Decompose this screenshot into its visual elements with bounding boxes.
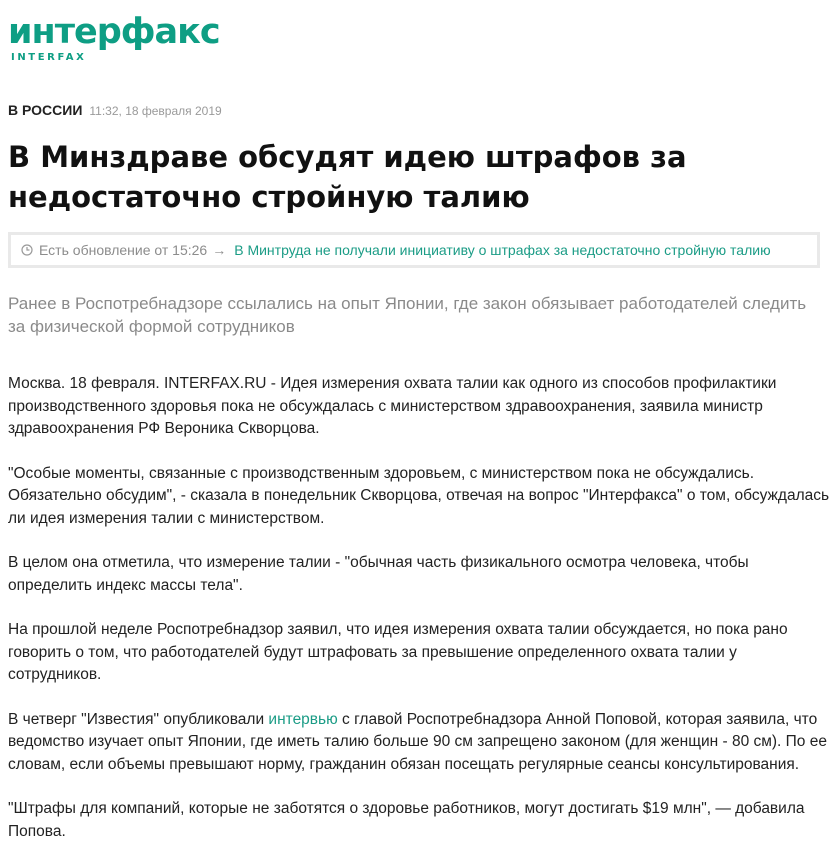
publish-time: 11:32, 18 февраля 2019 <box>89 104 222 118</box>
article-lead: Ранее в Роспотребнадзоре ссылались на опыт Японии, где закон обязывает работодателей следить за физической формой сотрудников <box>8 294 807 336</box>
article-meta <box>8 102 222 118</box>
paragraph-5-end: с главой Роспотребнадзора Анной Поповой, которая заявила, что ведомство изучает опыт Японии, где иметь талию больше 90 см запрещено законом (для женщин - 80 см). По ее словам, если объемы превышают норму, гражданин обязан посещать регулярные сеансы консультирования. <box>8 710 827 773</box>
interfax-logo[interactable] <box>8 14 220 63</box>
article-title: В Минздраве обсудят идею штрафов за недостаточно стройную талию <box>8 140 687 214</box>
update-notice <box>8 232 820 268</box>
paragraph-5-start: В четверг "Известия" опубликовали <box>8 710 269 728</box>
update-label: Есть обновление от 15:26 <box>39 242 208 258</box>
logo-wordmark: интерфакс <box>8 12 220 52</box>
paragraph-4: На прошлой неделе Роспотребнадзор заявил, что идея измерения охвата талии обсуждается, но пока рано говорить о том, что работодателей будут штрафовать за превышение определенного охвата талии у сотрудников. <box>8 621 788 683</box>
arrow-right-icon: → <box>212 242 227 258</box>
interview-link[interactable]: интервью <box>268 710 338 728</box>
paragraph-3: В целом она отметила, что измерение талии - "обычная часть физикального осмотра человека, чтобы определить индекс массы тела". <box>8 554 749 594</box>
article-body <box>8 373 833 865</box>
clock-icon <box>21 244 33 256</box>
update-link[interactable]: В Минтруда не получали инициативу о штрафах за недостаточно стройную талию <box>234 242 771 258</box>
paragraph-2: "Особые моменты, связанные с производственным здоровьем, с министерством пока не обсуждались. Обязательно обсудим", - сказала в понедельник Скворцова, отвечая на вопрос "Интерфакса" о том, обсуждалась ли идея измерения талии с министерством. <box>8 464 830 527</box>
logo-subtitle: INTERFAX <box>11 52 87 63</box>
paragraph-5 <box>8 709 833 777</box>
paragraph-6: "Штрафы для компаний, которые не заботятся о здоровье работников, могут достигать $19 млн", — добавила Попова. <box>8 800 805 840</box>
paragraph-1: Москва. 18 февраля. INTERFAX.RU - Идея измерения охвата талии как одного из способов профилактики производственного здоровья пока не обсуждалась с министерством здравоохранения, заявила министр здравоохранения РФ Вероника Скворцова. <box>8 375 777 437</box>
rubric-link[interactable]: В РОССИИ <box>8 102 83 118</box>
